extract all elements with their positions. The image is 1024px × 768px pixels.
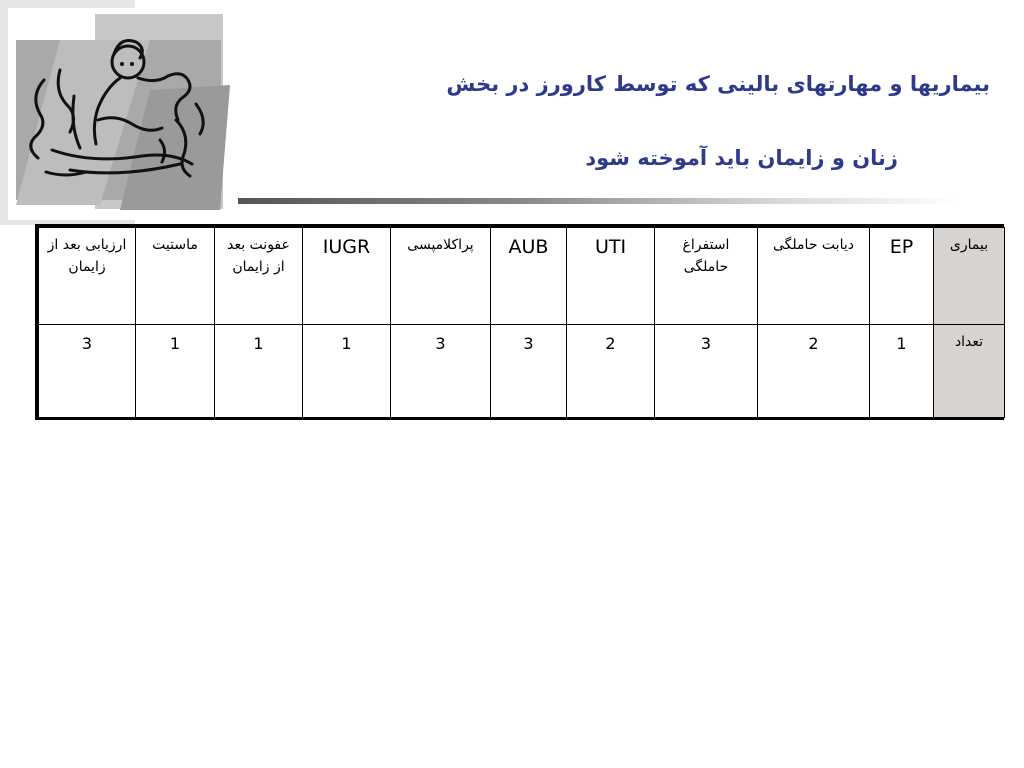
skills-table-grid (38, 227, 1005, 418)
column-header: پراکلامپسی (391, 228, 491, 325)
count-cell: 1 (215, 325, 303, 418)
skills-table (35, 224, 1004, 420)
row-header-disease: بیماری (934, 228, 1005, 325)
column-header: AUB (491, 228, 567, 325)
table-count-row (39, 325, 1005, 418)
count-cell: 3 (391, 325, 491, 418)
count-cell: 1 (303, 325, 391, 418)
page-title-line-2: زنان و زایمان باید آموخته شود (585, 146, 898, 170)
count-cell: 1 (136, 325, 215, 418)
count-cell: 2 (567, 325, 655, 418)
count-cell: 1 (870, 325, 934, 418)
row-header-count: تعداد (934, 325, 1005, 418)
column-header: دیابت حاملگی (758, 228, 870, 325)
page-title-line-1: بیماریها و مهارتهای بالینی که توسط کارورز در بخش (446, 72, 990, 96)
column-header: عفونت بعد از زایمان (215, 228, 303, 325)
title-divider (238, 198, 958, 204)
count-cell: 3 (491, 325, 567, 418)
count-cell: 2 (758, 325, 870, 418)
column-header: ماستیت (136, 228, 215, 325)
column-header: UTI (567, 228, 655, 325)
table-header-row (39, 228, 1005, 325)
column-header: EP (870, 228, 934, 325)
count-cell: 3 (655, 325, 758, 418)
count-cell: 3 (39, 325, 136, 418)
mother-and-child-logo-icon (0, 0, 240, 225)
column-header: IUGR (303, 228, 391, 325)
column-header: ارزیابی بعد از زایمان (39, 228, 136, 325)
column-header: استفراغ حاملگی (655, 228, 758, 325)
